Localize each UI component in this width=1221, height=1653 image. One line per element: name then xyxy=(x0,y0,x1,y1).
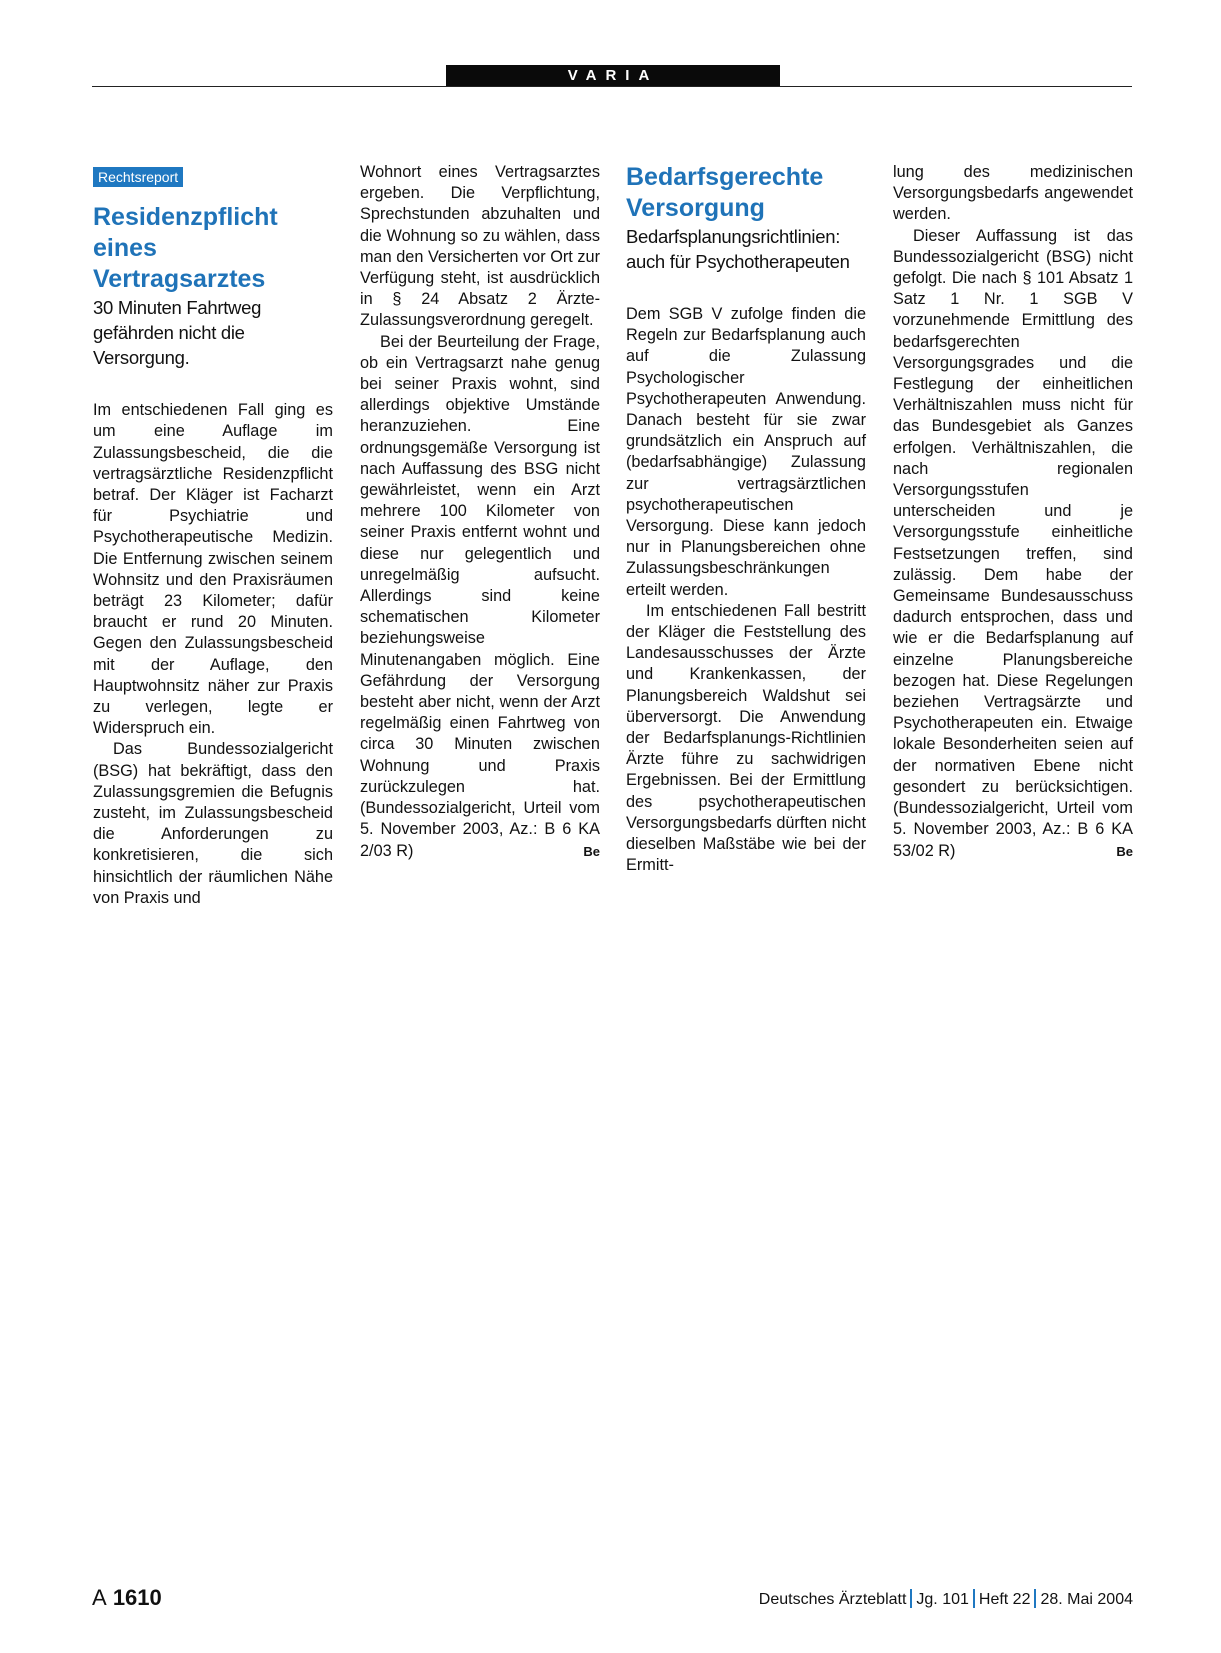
article-2-subtitle: Bedarfsplanungsrichtlinien: auch für Psychotherapeuten xyxy=(626,226,850,272)
journal-issue: Heft 22 xyxy=(978,1591,1031,1608)
column-1 xyxy=(93,162,333,909)
article-1-paragraph: Im entschiedenen Fall ging es um eine Auflage im Zulassungsbescheid, die die vertragsärztliche Residenzpflicht betraf. Der Kläger ist Facharzt für Psychiatrie und Psychotherapeutische Medizin. Die Entfernung zwischen seinem Wohnsitz und den Praxisräumen beträgt 23 Kilometer; dafür braucht er rund 20 Minuten. Gegen den Zulassungsbescheid mit der Auflage, den Hauptwohnsitz näher zur Praxis zu verlegen, legte er Widerspruch ein. xyxy=(93,401,333,738)
section-label: VARIA xyxy=(446,65,780,86)
article-2-paragraph: Dem SGB V zufolge finden die Regeln zur Bedarfsplanung auch auf die Zulassung Psychologischer Psychotherapeuten Anwendung. Danach besteht für sie zwar grundsätzlich ein Anspruch auf (bedarfsabhängige) Zulassung zur vertragsärztlichen psychotherapeutischen Versorgung. Diese kann jedoch nur in Planungsbereichen ohne Zulassungsbeschränkungen erteilt werden. xyxy=(626,305,866,599)
journal-date: 28. Mai 2004 xyxy=(1040,1591,1133,1608)
footer-separator xyxy=(973,1589,975,1608)
article-2-signature: Be xyxy=(1116,843,1133,859)
column-4 xyxy=(893,162,1133,862)
article-1-paragraph-text: Bei der Beurteilung der Frage, ob ein Vertragsarzt nahe genug bei seiner Praxis wohnt, sind allerdings objektive Umstände heranzuziehen. Eine ordnungsgemäße Versorgung ist nach Auffassung des BSG nicht gewährleistet, wenn ein Arzt mehrere 100 Kilometer von seiner Praxis entfernt wohnt und diese nur gelegentlich und unregelmäßig aufsucht. Allerdings sind keine schematischen Kilometer beziehungsweise Minutenangaben möglich. Eine Gefährdung der Versorgung besteht aber nicht, wenn der Arzt regelmäßig einen Fahrtweg von circa 30 Minuten zwischen Wohnung und Praxis zurückzulegen hat. (Bundessozialgericht, Urteil vom 5. November 2003, Az.: B 6 KA 2/03 R) xyxy=(360,332,600,860)
header-rule xyxy=(92,86,1132,87)
journal-name: Deutsches Ärzteblatt xyxy=(758,1591,907,1608)
page-number-value: 1610 xyxy=(112,1585,162,1610)
column-2 xyxy=(360,162,600,862)
article-2-paragraph-last xyxy=(893,226,1133,862)
page-number xyxy=(92,1585,162,1611)
article-2-paragraph: Im entschiedenen Fall bestritt der Kläger die Feststellung des Landesausschusses der Ärzte und Krankenkassen, der Planungsbereich Waldshut sei überversorgt. Die Anwendung der Bedarfsplanungs-Richtlinien Ärzte führe zu sachwidrigen Ergebnissen. Bei der Ermittlung des psychotherapeutischen Versorgungsbedarfs dürften nicht dieselben Maßstäbe wie bei der Ermitt- xyxy=(626,601,866,875)
footer-separator xyxy=(910,1589,912,1608)
rubric-badge: Rechtsreport xyxy=(93,167,183,187)
article-1-paragraph-last xyxy=(360,332,600,862)
article-1-signature: Be xyxy=(583,843,600,859)
footer-citation xyxy=(759,1589,1133,1610)
page-prefix: A xyxy=(92,1585,107,1610)
footer-separator xyxy=(1034,1589,1036,1608)
article-2-paragraph: lung des medizinischen Versorgungsbedarfs angewendet werden. xyxy=(893,163,1133,224)
article-1-subtitle: 30 Minuten Fahrtweg gefährden nicht die Versorgung. xyxy=(93,297,262,369)
article-2-title: Bedarfsgerechte Versorgung xyxy=(626,163,824,222)
article-1-paragraph: Das Bundessozialgericht (BSG) hat bekräftigt, dass den Zulassungsgremien die Befugnis zusteht, im Zulassungsbescheid die Anforderungen zu konkretisieren, die sich hinsichtlich der räumlichen Nähe von Praxis und xyxy=(93,740,333,907)
article-1-paragraph: Wohnort eines Vertragsarztes ergeben. Die Verpflichtung, Sprechstunden abzuhalten und die Wohnung so zu wählen, dass man den Versicherten vor Ort zur Verfügung steht, ist ausdrücklich in § 24 Absatz 2 Ärzte-Zulassungsverordnung geregelt. xyxy=(360,163,600,330)
article-1-title: Residenzpflicht eines Vertragsarztes xyxy=(93,203,278,294)
article-2-paragraph-text: Dieser Auffassung ist das Bundessozialgericht (BSG) nicht gefolgt. Die nach § 101 Absatz 1 Satz 1 Nr. 1 SGB V vorzunehmende Ermittlung des bedarfsgerechten Versorgungsgrades und die Festlegung der einheitlichen Verhältniszahlen muss nicht für das Bundesgebiet als Ganzes erfolgen. Verhältniszahlen, die nach regionalen Versorgungsstufen unterscheiden und je Versorgungsstufe einheitliche Festsetzungen treffen, sind zulässig. Dem habe der Gemeinsame Bundesausschuss dadurch entsprochen, dass und wie er die Bedarfsplanung auf einzelne Planungsbereiche bezogen hat. Diese Regelungen beziehen Vertragsärzte und Psychotherapeuten ein. Etwaige lokale Besonderheiten seien auf der normativen Ebene nicht gesondert zu berücksichtigen. (Bundessozialgericht, Urteil vom 5. November 2003, Az.: B 6 KA 53/02 R) xyxy=(893,226,1133,860)
journal-volume: Jg. 101 xyxy=(916,1591,969,1608)
column-3 xyxy=(626,162,866,876)
